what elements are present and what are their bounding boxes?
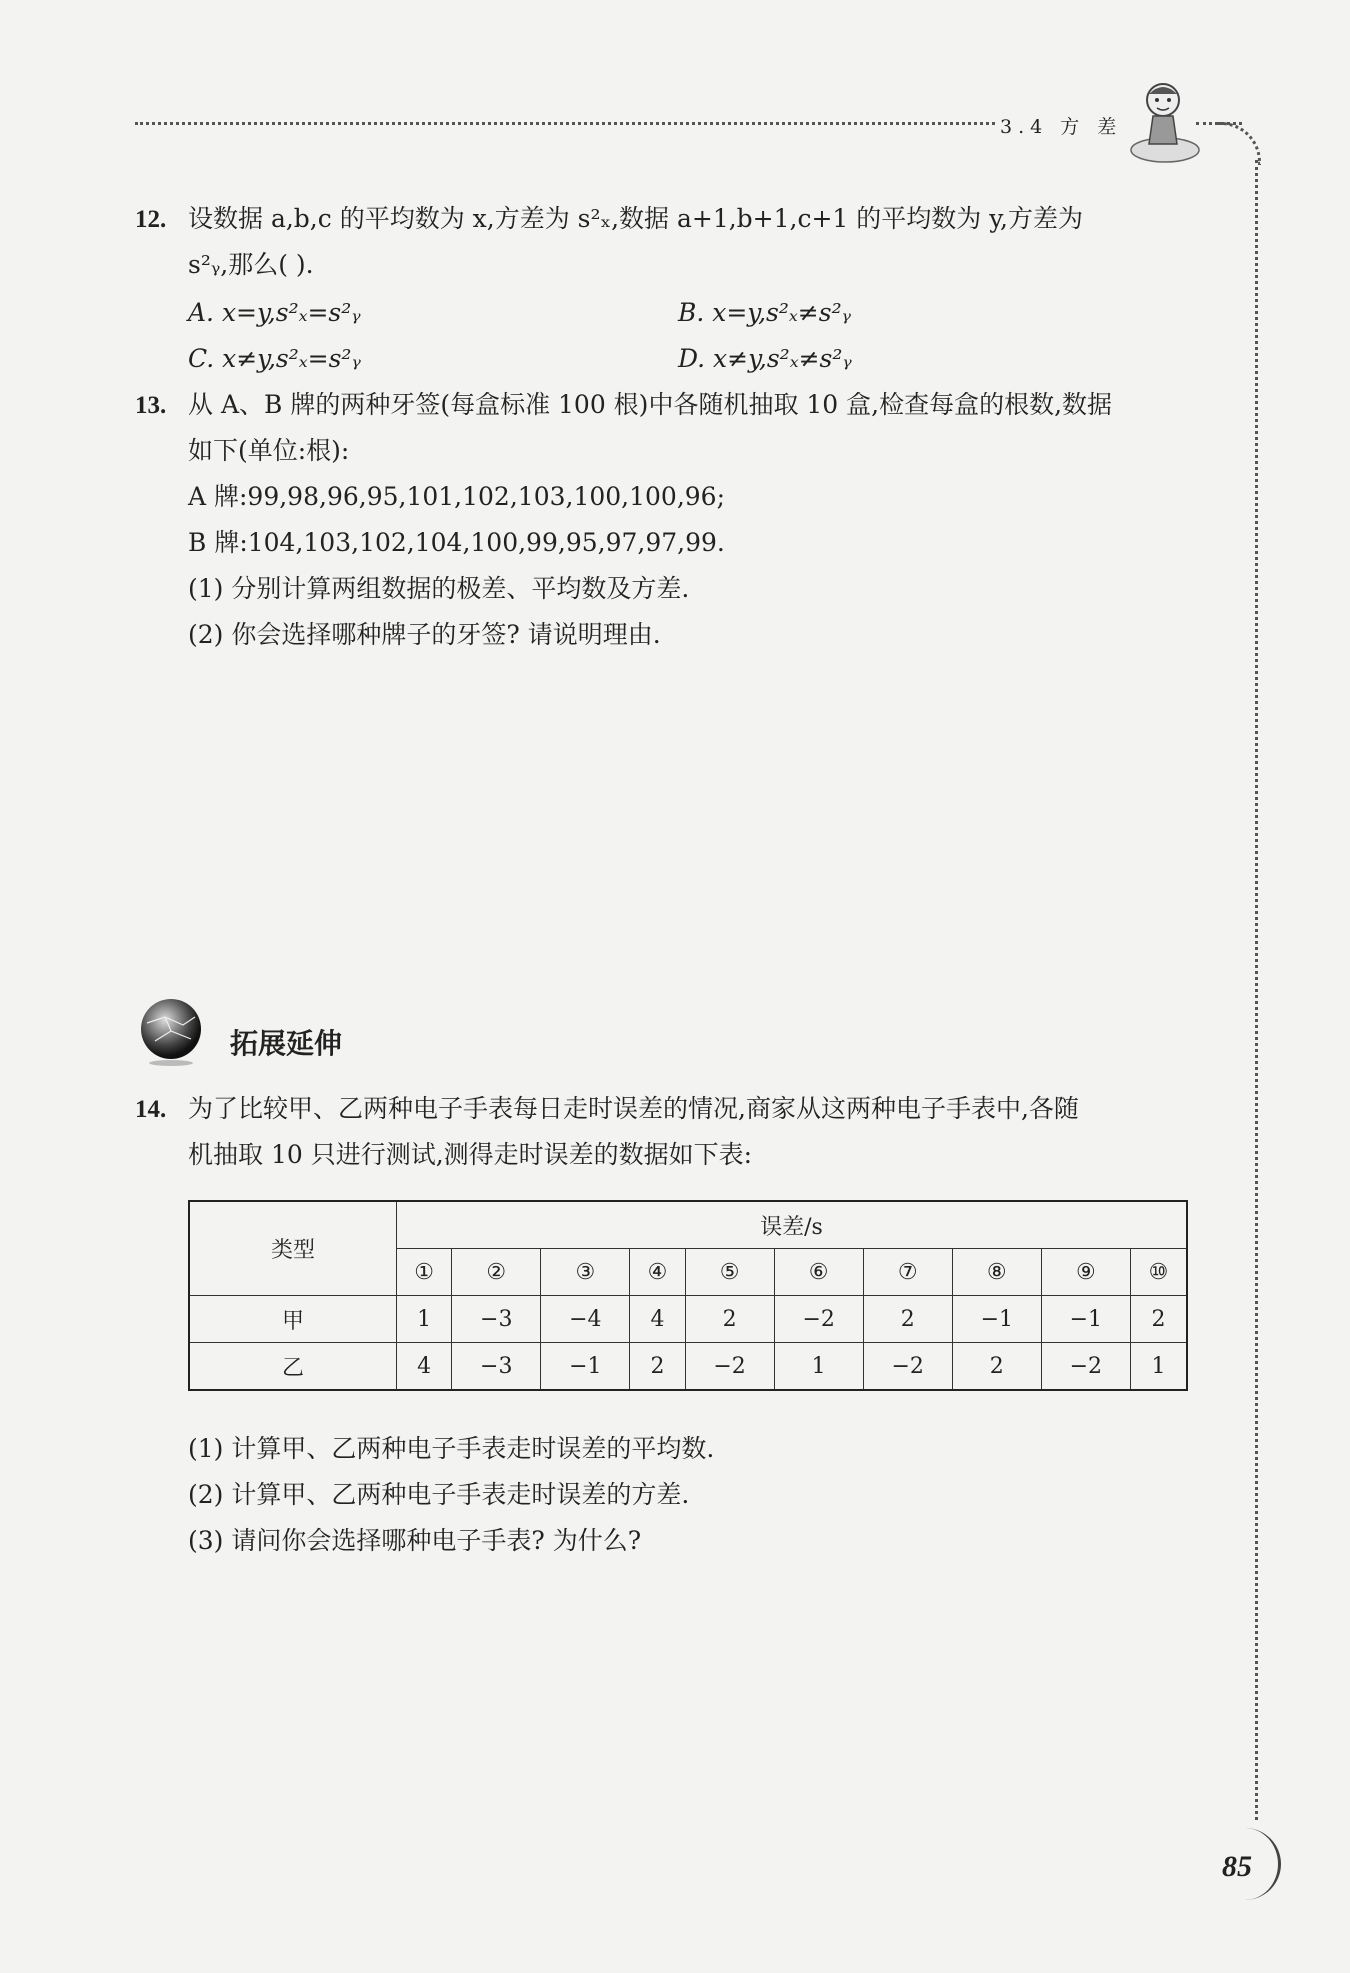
table-cell: −3: [452, 1296, 541, 1343]
table-header-row: [189, 1201, 1187, 1249]
row-label: 甲: [189, 1296, 397, 1343]
col-index: ⑦: [863, 1249, 952, 1296]
question-12: [135, 196, 1083, 243]
table-cell: −2: [685, 1343, 774, 1391]
table-cell: −3: [452, 1343, 541, 1391]
table-cell: 1: [397, 1296, 452, 1343]
col-index: ⑨: [1041, 1249, 1130, 1296]
row-label: 乙: [189, 1343, 397, 1391]
margin-curve: [1218, 122, 1261, 165]
question-text: 设数据 a,b,c 的平均数为 x,方差为 s²ₓ,数据 a+1,b+1,c+1 的平均数为 y,方差为: [188, 204, 1083, 233]
sub-question-1: (1) 分别计算两组数据的极差、平均数及方差.: [188, 574, 690, 603]
col-index: ⑤: [685, 1249, 774, 1296]
table-cell: −2: [774, 1296, 863, 1343]
col-index: ③: [541, 1249, 630, 1296]
table-cell: 4: [397, 1343, 452, 1391]
table-cell: 2: [630, 1343, 685, 1391]
question-text: 为了比较甲、乙两种电子手表每日走时误差的情况,商家从这两种电子手表中,各随: [188, 1094, 1079, 1123]
mascot-icon: [1125, 78, 1203, 168]
margin-dotted-rule: [1255, 160, 1258, 1820]
option-c: C. x≠y,s²ₓ=s²ᵧ: [188, 344, 361, 373]
error-table: [188, 1200, 1188, 1391]
table-cell: 4: [630, 1296, 685, 1343]
question-number: 13.: [135, 392, 167, 419]
table-cell: 1: [774, 1343, 863, 1391]
header-dotted-rule: [135, 122, 995, 125]
question-number: 14.: [135, 1096, 167, 1123]
question-13: [135, 382, 1112, 429]
type-header: 类型: [189, 1201, 397, 1296]
question-number: 12.: [135, 206, 167, 233]
question-14: [135, 1086, 1079, 1133]
table-row: [189, 1343, 1187, 1391]
data-line-b: B 牌:104,103,102,104,100,99,95,97,97,99.: [188, 528, 725, 557]
table-cell: 1: [1130, 1343, 1187, 1391]
table-cell: −1: [1041, 1296, 1130, 1343]
header-section-label: 3.4 方 差: [1000, 116, 1123, 138]
question-text-cont: 如下(单位:根):: [188, 436, 350, 465]
col-index: ④: [630, 1249, 685, 1296]
col-index: ⑥: [774, 1249, 863, 1296]
table-cell: −4: [541, 1296, 630, 1343]
sub-question-2: (2) 计算甲、乙两种电子手表走时误差的方差.: [188, 1480, 690, 1509]
globe-icon: [135, 995, 207, 1067]
col-index: ②: [452, 1249, 541, 1296]
question-text-cont: s²ᵧ,那么( ).: [188, 250, 314, 279]
question-text: 从 A、B 牌的两种牙签(每盒标准 100 根)中各随机抽取 10 盒,检查每盒的根数,数据: [188, 390, 1113, 419]
col-index: ⑧: [952, 1249, 1041, 1296]
sub-question-1: (1) 计算甲、乙两种电子手表走时误差的平均数.: [188, 1434, 715, 1463]
table-cell: 2: [685, 1296, 774, 1343]
col-index: ①: [397, 1249, 452, 1296]
table-cell: 2: [1130, 1296, 1187, 1343]
table-row: [189, 1296, 1187, 1343]
sub-question-2: (2) 你会选择哪种牌子的牙签? 请说明理由.: [188, 620, 661, 649]
table-cell: −1: [541, 1343, 630, 1391]
sub-question-3: (3) 请问你会选择哪种电子手表? 为什么?: [188, 1526, 642, 1555]
error-header: 误差/s: [397, 1201, 1188, 1249]
option-d: D. x≠y,s²ₓ≠s²ᵧ: [678, 344, 852, 373]
table-cell: −1: [952, 1296, 1041, 1343]
table-cell: 2: [952, 1343, 1041, 1391]
data-line-a: A 牌:99,98,96,95,101,102,103,100,100,96;: [188, 482, 726, 511]
table-cell: −2: [1041, 1343, 1130, 1391]
option-a: A. x=y,s²ₓ=s²ᵧ: [188, 298, 361, 327]
section-title: 拓展延伸: [230, 1027, 343, 1060]
question-text-cont: 机抽取 10 只进行测试,测得走时误差的数据如下表:: [188, 1140, 753, 1169]
col-index: ⑩: [1130, 1249, 1187, 1296]
option-b: B. x=y,s²ₓ≠s²ᵧ: [678, 298, 851, 327]
table-cell: 2: [863, 1296, 952, 1343]
table-cell: −2: [863, 1343, 952, 1391]
page-number: 85: [1222, 1850, 1252, 1883]
